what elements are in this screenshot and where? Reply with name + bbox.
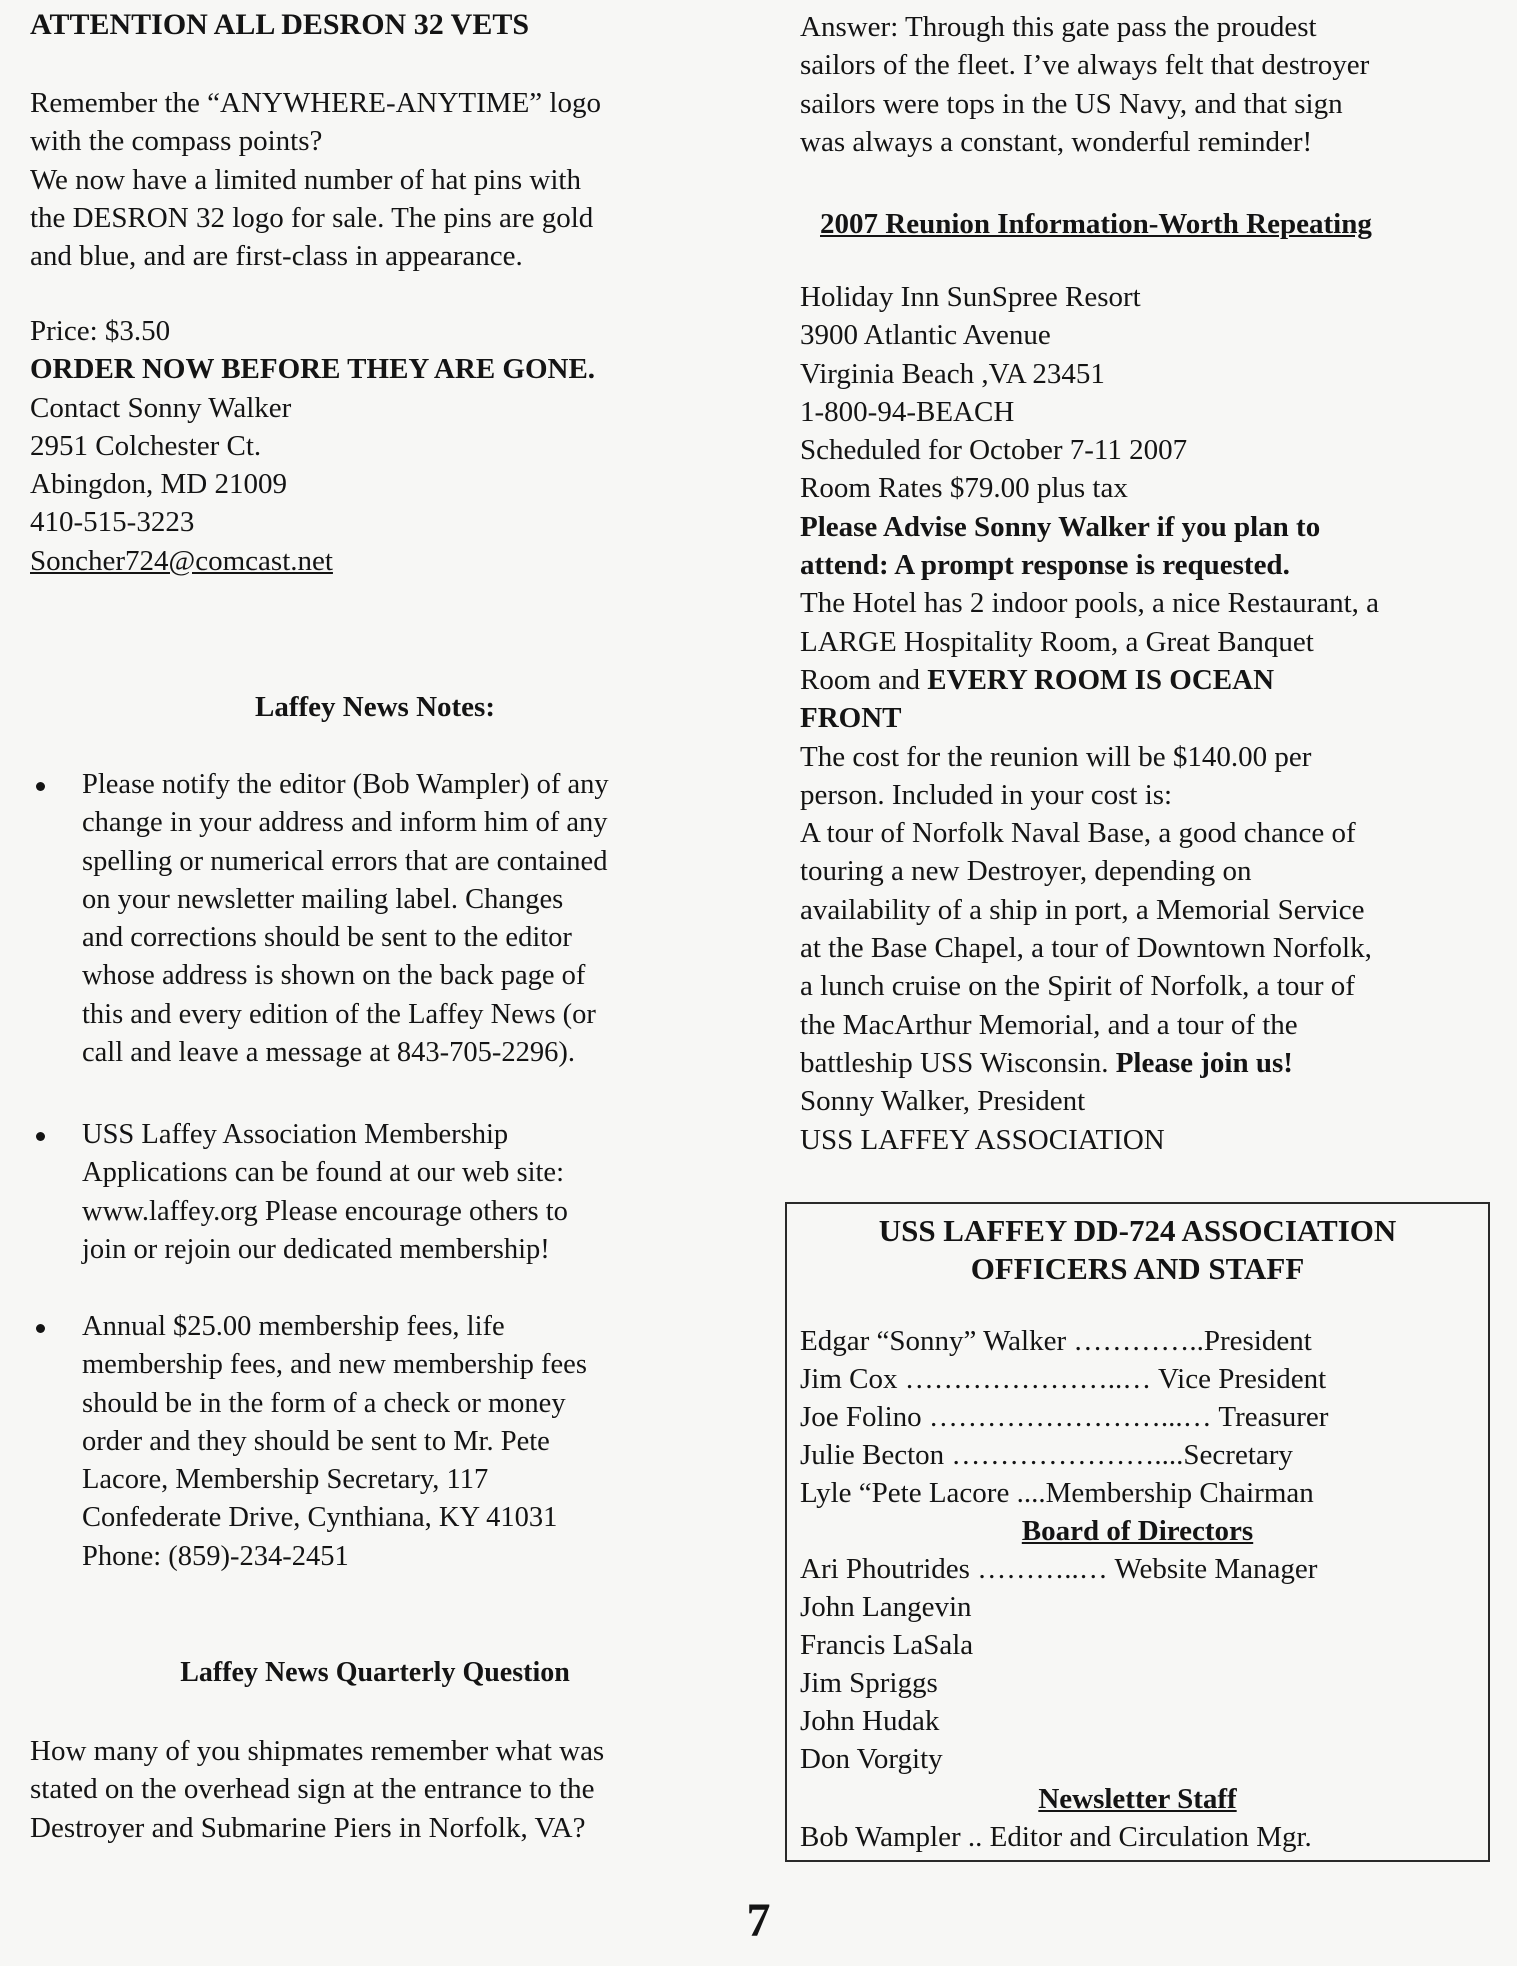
officer-row: Julie Becton …………………....Secretary <box>800 1439 1293 1471</box>
cost-line: The cost for the reunion will be $140.00 per <box>800 740 1312 773</box>
text-line: Annual $25.00 membership fees, life <box>82 1311 505 1342</box>
bullet-dot <box>36 1324 45 1333</box>
please-join-text: Please join us! <box>1115 1046 1293 1079</box>
text-line: this and every edition of the Laffey News (or <box>82 998 596 1030</box>
cost-line: the MacArthur Memorial, and a tour of the <box>800 1008 1298 1041</box>
text-line: order and they should be sent to Mr. Pete <box>82 1425 550 1457</box>
cost-line: at the Base Chapel, a tour of Downtown Norfolk, <box>800 932 1372 965</box>
newsletter-staff-row: Bob Wampler .. Editor and Circulation Mgr. <box>800 1821 1312 1853</box>
signature-line: Sonny Walker, President <box>800 1085 1086 1118</box>
officer-row: Lyle “Pete Lacore ....Membership Chairman <box>800 1477 1314 1509</box>
reunion-line: Scheduled for October 7-11 2007 <box>800 434 1188 467</box>
contact-line: 410-515-3223 <box>30 506 195 539</box>
quarterly-question-heading: Laffey News Quarterly Question <box>180 1657 570 1688</box>
cost-line: a lunch cruise on the Spirit of Norfolk, a tour of <box>800 970 1355 1003</box>
intro-line: with the compass points? <box>30 125 323 158</box>
director-row: Jim Spriggs <box>800 1667 938 1699</box>
question-line: How many of you shipmates remember what was <box>30 1735 605 1767</box>
director-row: John Langevin <box>800 1591 972 1623</box>
text-line: USS Laffey Association Membership <box>82 1119 509 1150</box>
answer-line: sailors of the fleet. I’ve always felt that destroyer <box>800 49 1370 82</box>
cost-line <box>800 1044 1500 1082</box>
order-block <box>30 312 720 580</box>
intro-paragraph <box>30 84 720 275</box>
director-row: Ari Phoutrides ………..… Website Manager <box>800 1553 1318 1585</box>
hotel-line: The Hotel has 2 indoor pools, a nice Restaurant, a <box>800 587 1380 620</box>
signature-line: USS LAFFEY ASSOCIATION <box>800 1123 1165 1156</box>
hotel-line: LARGE Hospitality Room, a Great Banquet <box>800 625 1314 658</box>
reunion-details <box>800 278 1500 1159</box>
contact-line: Contact Sonny Walker <box>30 391 292 424</box>
text-line: Please notify the editor (Bob Wampler) of any <box>82 769 609 800</box>
officer-row: Joe Folino ……………………...… Treasurer <box>800 1401 1329 1433</box>
text-line: and corrections should be sent to the editor <box>82 922 572 954</box>
attention-heading: ATTENTION ALL DESRON 32 VETS <box>30 8 530 41</box>
order-now-text: ORDER NOW BEFORE THEY ARE GONE. <box>30 353 596 386</box>
officer-row: Jim Cox …………………..… Vice President <box>800 1363 1327 1395</box>
reunion-line: 1-800-94-BEACH <box>800 395 1015 428</box>
officer-row: Edgar “Sonny” Walker …………..President <box>800 1325 1312 1357</box>
question-paragraph <box>30 1732 730 1847</box>
list-item-text <box>82 1116 722 1269</box>
advise-line: Please Advise Sonny Walker if you plan to <box>800 510 1321 543</box>
bullet-dot <box>36 782 45 791</box>
answer-paragraph <box>800 8 1500 161</box>
email-link[interactable]: Soncher724@comcast.net <box>30 544 333 577</box>
ocean-front-end: FRONT <box>800 702 902 735</box>
cost-line: touring a new Destroyer, depending on <box>800 855 1252 888</box>
intro-line: We now have a limited number of hat pins with <box>30 163 581 196</box>
box-title-line: USS LAFFEY DD-724 ASSOCIATION <box>878 1213 1397 1248</box>
text-line: change in your address and inform him of any <box>82 807 608 839</box>
intro-line: and blue, and are first-class in appearance. <box>30 240 523 273</box>
text-line: should be in the form of a check or money <box>82 1387 566 1419</box>
question-line: stated on the overhead sign at the entrance to the <box>30 1773 595 1806</box>
bullet-dot <box>36 1132 45 1141</box>
hotel-line-plain: Room and <box>800 663 928 696</box>
news-notes-heading: Laffey News Notes: <box>255 691 495 723</box>
reunion-heading: 2007 Reunion Information-Worth Repeating <box>820 208 1372 240</box>
text-line: www.laffey.org Please encourage others to <box>82 1195 568 1227</box>
director-row: Don Vorgity <box>800 1743 943 1775</box>
page-number: 7 <box>746 1894 771 1947</box>
price-text: Price: $3.50 <box>30 315 171 347</box>
officers-box <box>785 1202 1490 1862</box>
text-line: membership fees, and new membership fees <box>82 1349 587 1381</box>
text-line: Applications can be found at our web site: <box>82 1157 564 1189</box>
reunion-line: Holiday Inn SunSpree Resort <box>800 281 1141 313</box>
hotel-line <box>800 661 1500 699</box>
cost-line: availability of a ship in port, a Memorial Service <box>800 893 1365 926</box>
reunion-line: Room Rates $79.00 plus tax <box>800 472 1128 505</box>
text-line: join or rejoin our dedicated membership! <box>82 1233 550 1265</box>
newsletter-staff-heading: Newsletter Staff <box>1038 1783 1237 1815</box>
text-line: spelling or numerical errors that are contained <box>82 845 608 877</box>
officers-box-title <box>787 1212 1488 1288</box>
list-item-text <box>82 1308 722 1576</box>
text-line: whose address is shown on the back page of <box>82 960 586 992</box>
text-line: on your newsletter mailing label. Changes <box>82 883 564 915</box>
intro-line: the DESRON 32 logo for sale. The pins are gold <box>30 201 594 234</box>
list-item-text <box>82 766 722 1072</box>
text-line: Confederate Drive, Cynthiana, KY 41031 <box>82 1502 558 1534</box>
answer-line: Answer: Through this gate pass the proudest <box>800 11 1317 43</box>
advise-line: attend: A prompt response is requested. <box>800 549 1290 582</box>
board-heading: Board of Directors <box>1021 1515 1254 1547</box>
text-line: Phone: (859)-234-2451 <box>82 1540 349 1572</box>
answer-line: sailors were tops in the US Navy, and that sign <box>800 87 1343 120</box>
box-title-line: OFFICERS AND STAFF <box>970 1251 1305 1286</box>
contact-line: Abingdon, MD 21009 <box>30 468 287 501</box>
cost-line: person. Included in your cost is: <box>800 778 1173 811</box>
intro-line: Remember the “ANYWHERE-ANYTIME” logo <box>30 87 601 119</box>
question-line: Destroyer and Submarine Piers in Norfolk, VA? <box>30 1811 586 1844</box>
ocean-front-text: EVERY ROOM IS OCEAN <box>927 663 1275 696</box>
text-line: Lacore, Membership Secretary, 117 <box>82 1464 489 1496</box>
director-row: Francis LaSala <box>800 1629 974 1661</box>
cost-line: A tour of Norfolk Naval Base, a good chance of <box>800 817 1356 850</box>
reunion-line: Virginia Beach ,VA 23451 <box>800 357 1105 390</box>
reunion-line: 3900 Atlantic Avenue <box>800 319 1051 352</box>
text-line: call and leave a message at 843-705-2296). <box>82 1037 576 1069</box>
answer-line: was always a constant, wonderful reminder! <box>800 125 1313 158</box>
cost-last-plain: battleship USS Wisconsin. <box>800 1046 1116 1079</box>
director-row: John Hudak <box>800 1705 940 1737</box>
contact-line: 2951 Colchester Ct. <box>30 429 262 462</box>
